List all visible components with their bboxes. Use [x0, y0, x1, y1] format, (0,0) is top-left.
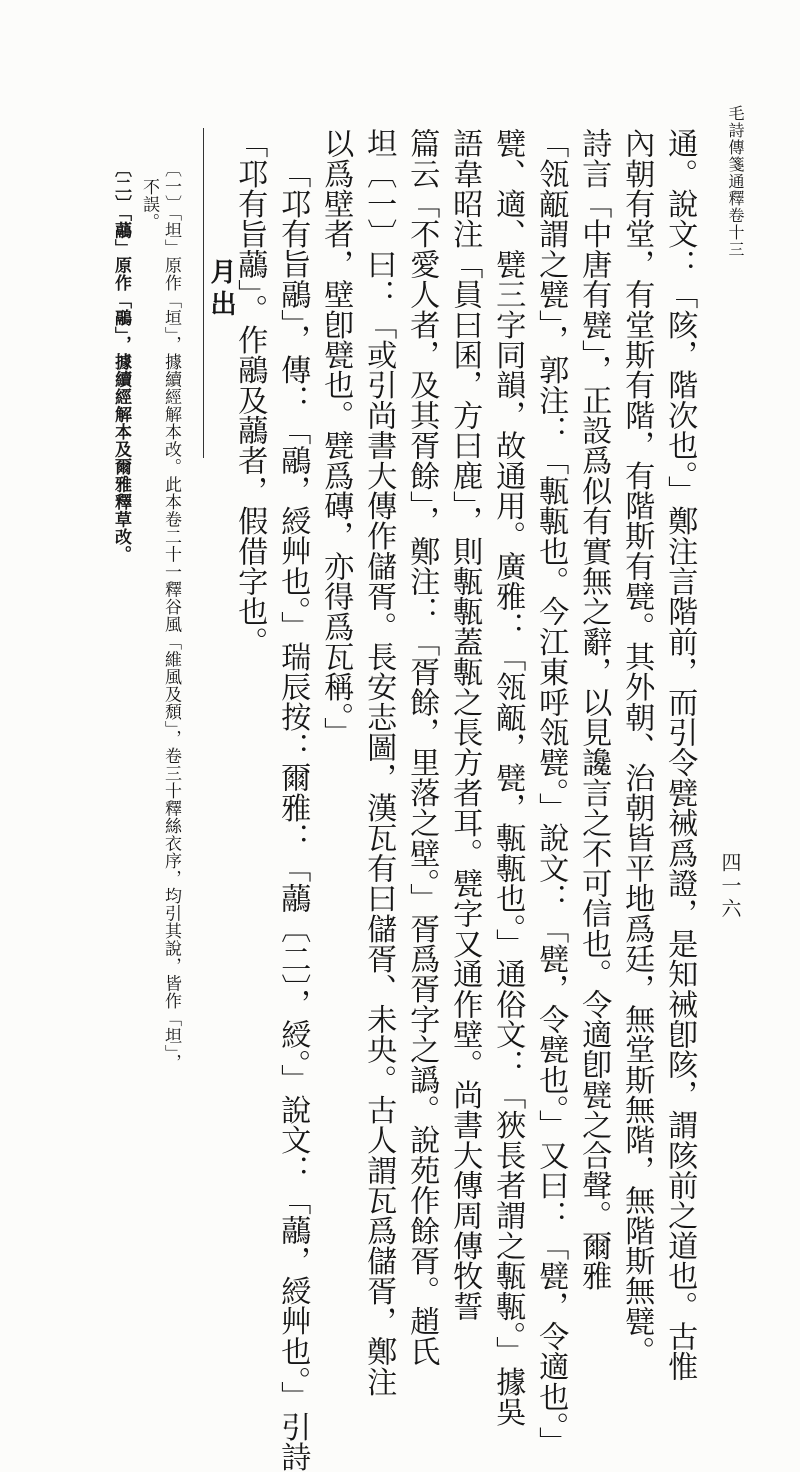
text-column-6: 語韋昭注「員曰囷，方曰鹿」，則甎甎蓋甎之長方者耳。甓字又通作壁。尚書大傳周傳牧誓: [447, 128, 483, 1321]
text-column-9: 以爲壁者，壁卽甓也。甓爲磚，亦得爲瓦稱。」: [318, 128, 354, 748]
text-column-7: 篇云「不愛人者，及其胥餘」，鄭注：「胥餘，里落之壁。」胥爲胥字之譌。說苑作餘胥。趙氏: [404, 128, 440, 1367]
running-title: 毛詩傳箋通釋卷十三: [726, 105, 745, 258]
section-heading: 月出: [206, 258, 236, 322]
text-column-2: 內朝有堂，有堂斯有階，有階斯有甓。其外朝、治朝皆平地爲廷，無堂斯無階，無階斯無甓。: [619, 128, 655, 1367]
notes-divider: [203, 128, 204, 458]
note-1: 〔一〕「坦」原作「垣」，據續經解本改。此本卷二十一釋谷風「維風及頹」，卷三十釋絲衣序，均引其說，皆作「坦」，: [161, 160, 181, 1071]
page-number: 四一六: [718, 852, 742, 921]
text-column-1: 通。說文：「陔，階次也。」鄭注言階前，而引令甓祴爲證，是知祴卽陔，謂陔前之道也。古惟: [662, 128, 698, 1382]
text-column-5: 甓、適、甓三字同韻，故通用。廣雅：「瓴甋，甓，甎甎也。」通俗文：「狹長者謂之甎甎。」據吳: [490, 128, 526, 1427]
text-column-4: 「瓴甋謂之甓」，郭注：「甎甎也。今江東呼瓴甓。」說文：「甓，令甓也。」又曰：「甓，令適也。」: [533, 128, 569, 1457]
note-1-continued: 不誤。: [139, 178, 159, 231]
text-column-3: 詩言「中唐有甓」，正設爲似有實無之辭，以見讒言之不可信也。令適卽甓之合聲。爾雅: [576, 128, 612, 1291]
text-column-11: 「邛有旨虉」。作鷊及虉者，假借字也。: [232, 128, 268, 657]
note-2: 〔二〕「虉」原作「鷊」，據續經解本及爾雅釋草改。: [111, 160, 131, 563]
text-column-8: 坦〔一〕曰：「或引尚書大傳作儲胥。長安志圖，漢瓦有曰儲胥、未央。古人謂瓦爲儲胥，鄭注: [361, 128, 397, 1397]
text-column-10: 「邛有旨鷊」，傳：「鷊，綬艸也。」瑞辰按：爾雅：「虉〔二〕，綬。」說文：「虉，綬艸也。」引詩: [275, 158, 311, 1472]
